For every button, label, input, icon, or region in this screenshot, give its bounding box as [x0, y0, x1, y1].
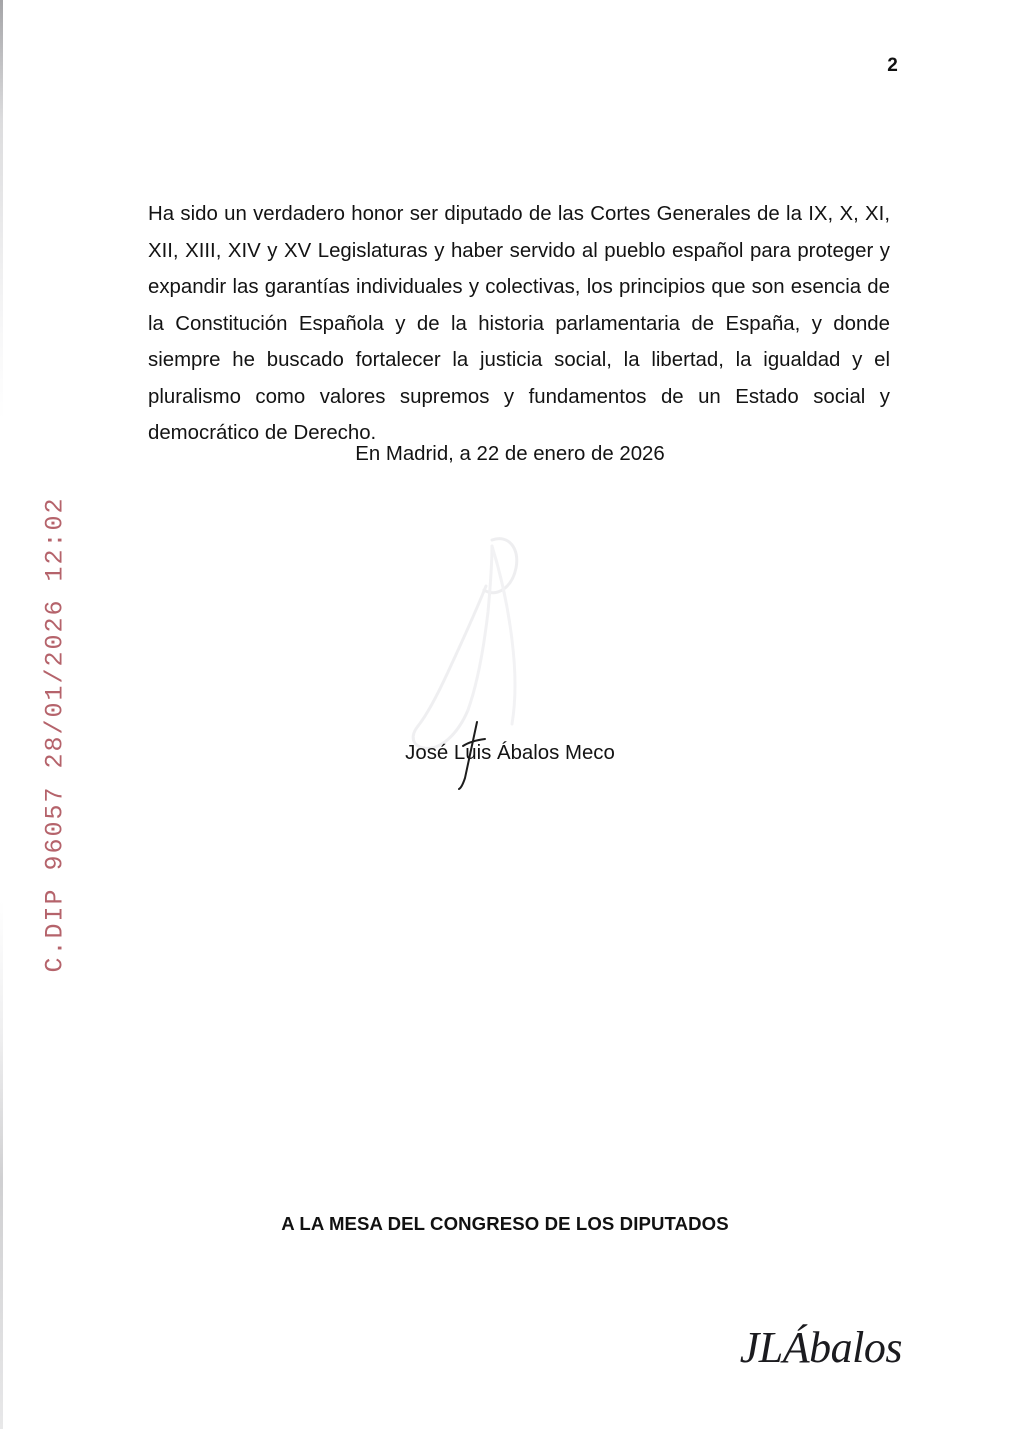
ghost-signature-watermark [396, 520, 586, 770]
body-paragraph: Ha sido un verdadero honor ser diputado de las Cortes Generales de la IX, X, XI, XII, XIII, XIV y XV Legislaturas y haber servido al pueblo español para proteger y expandir las garantías individuales y colectivas, los principios que son esencia de la Constitución Española y de la historia parlamentaria de España, y donde siempre he buscado fortalecer la justicia social, la libertad, la igualdad y el pluralismo como valores supremos y fundamentos de un Estado social y democrático de Derecho. [148, 203, 890, 444]
dateline: En Madrid, a 22 de enero de 2026 [355, 443, 665, 465]
handwritten-signature: JLÁbalos [739, 1323, 902, 1372]
signer-name: José Luis Ábalos Meco [405, 742, 615, 764]
registry-stamp: C.DIP 96057 28/01/2026 12:02 [40, 496, 70, 973]
mesa-heading: A LA MESA DEL CONGRESO DE LOS DIPUTADOS [281, 1213, 729, 1234]
signature-area [148, 520, 890, 800]
body-text-block [148, 196, 890, 452]
page-number: 2 [887, 55, 898, 76]
